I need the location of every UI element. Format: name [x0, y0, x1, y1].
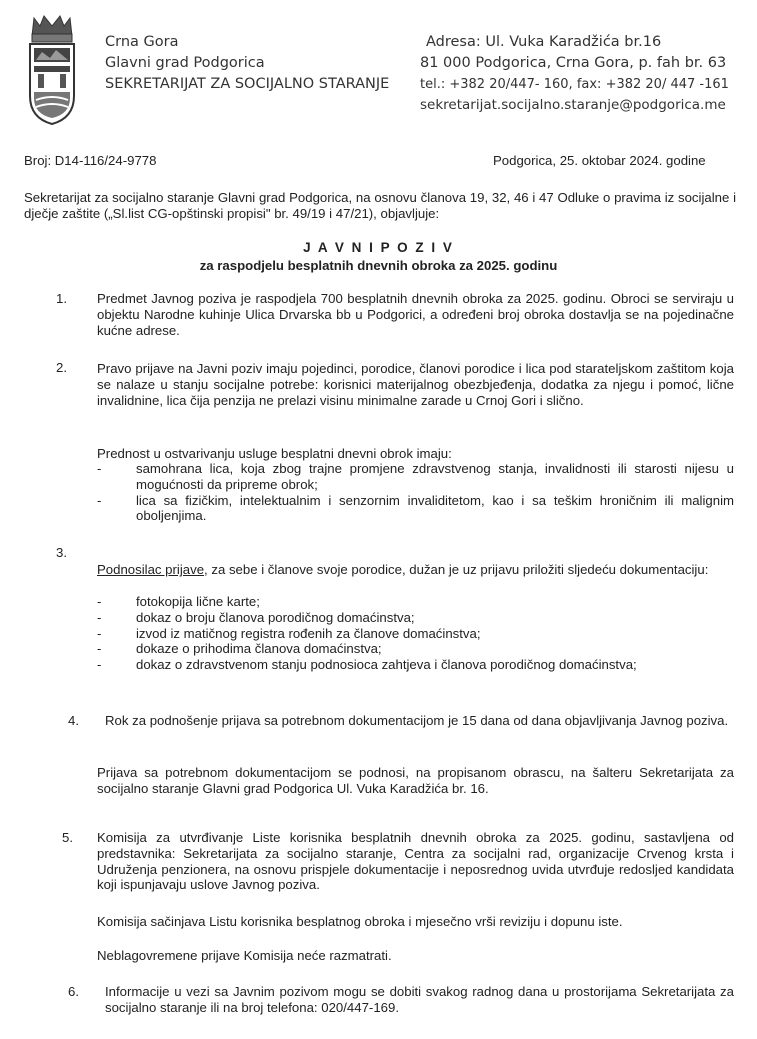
- reference-number: Broj: D14-116/24-9778: [24, 153, 157, 168]
- list-item: - dokaze o prihodima članova domaćinstva;: [97, 641, 382, 657]
- section-4-text: Rok za podnošenje prijava sa potrebnom dokumentacijom je 15 dana od dana objavljivanja Javnog poziva.: [105, 713, 729, 728]
- section-1-number: 1.: [56, 291, 67, 306]
- list-item: - dokaz o zdravstvenom stanju podnosioca zahtjeva i članova porodičnog domaćinstva;: [97, 657, 637, 673]
- header-email: sekretarijat.socijalno.staranje@podgorica.me: [420, 97, 726, 113]
- section-3-text: Podnosilac prijave, za sebe i članove svoje porodice, dužan je uz prijavu priložiti sljedeću dokumentaciju:: [97, 562, 709, 577]
- list-item: - lica sa fizičkim, intelektualnim i senzornim invaliditetom, kao i sa teškim hroničnim ili malignim oboljenjima.: [97, 492, 734, 524]
- place-date: Podgorica, 25. oktobar 2024. godine: [493, 153, 706, 168]
- header-postal: 81 000 Podgorica, Crna Gora, p. fah br. 63: [420, 55, 727, 71]
- section-4-number: 4.: [68, 713, 79, 728]
- section-4-text-2: Prijava sa potrebnom dokumentacijom se podnosi, na propisanom obrascu, na šalteru Sekretarijata za socijalno staranje Glavni grad Podgorica Ul. Vuka Karadžića br. 16.: [97, 765, 734, 796]
- section-3-number: 3.: [56, 545, 67, 560]
- document-subtitle: za raspodjelu besplatnih dnevnih obroka za 2025. godinu: [199, 258, 558, 273]
- header-department: SEKRETARIJAT ZA SOCIJALNO STARANJE: [105, 76, 390, 92]
- section-5-text: Komisija za utvrđivanje Liste korisnika besplatnih dnevnih obroka za 2025. godinu, sastavljena od predstavnika: Sekretarijata za socijalno staranje, Centra za socijalni rad, organizacije Crvenog krsta i Udruženja penzionera, na osnovu prispjele dokumentacije i neposrednog uvida utvrđuje redosljed kandidata koji ispunjavaju uslove Javnog poziva.: [97, 830, 734, 893]
- section-6-number: 6.: [68, 984, 79, 999]
- header-left: [105, 32, 389, 95]
- header-city: Glavni grad Podgorica: [105, 55, 265, 71]
- podgorica-coat-of-arms-logo: [28, 14, 76, 126]
- intro-paragraph: Sekretarijat za socijalno staranje Glavni grad Podgorica, na osnovu članova 19, 32, 46 i 47 Odluke o pravima iz socijalne i dječje zaštite („Sl.list CG-opštinski propisi" br. 49/19 i 47/21), objavljuje:: [24, 190, 736, 221]
- section-5-number: 5.: [62, 830, 73, 845]
- list-item: - samohrana lica, koja zbog trajne promjene zdravstvenog stanja, invalidnosti ili starosti nijesu u mogućnosti da pripreme obrok;: [97, 461, 734, 492]
- section-3-underlined-lead: Podnosilac prijave: [97, 562, 205, 577]
- section-5-text-3: Neblagovremene prijave Komisija neće razmatrati.: [97, 948, 392, 963]
- list-item: - dokaz o broju članova porodičnog domaćinstva;: [97, 609, 415, 625]
- list-item: - izvod iz matičnog registra rođenih za članove domaćinstva;: [97, 625, 481, 641]
- section-2-priority-list: [97, 461, 734, 524]
- section-1-text: Predmet Javnog poziva je raspodjela 700 besplatnih dnevnih obroka za 2025. godinu. Obroci se serviraju u objektu Narodne kuhinje Ulica Drvarska bb u Podgorici, a određeni broj obroka dostavlja se na pojedinačne kućne adrese.: [97, 291, 734, 338]
- header-right: [420, 32, 729, 116]
- header-address: Adresa: Ul. Vuka Karadžića br.16: [426, 34, 662, 50]
- section-2-text: Pravo prijave na Javni poziv imaju pojedinci, porodice, članovi porodice i lica pod starateljskom zaštitom koja se nalaze u stanju socijalne potrebe: korisnici materijalnog obezbjeđenja, dodatka za njegu i pomoć, lične invalidnine, lica čija penzija ne prelazi visinu minimalne zarade u Crnoj Gori i slično.: [97, 361, 734, 408]
- header-country: Crna Gora: [105, 34, 179, 50]
- section-5-text-2: Komisija sačinjava Listu korisnika besplatnog obroka i mjesečno vrši reviziju i dopunu iste.: [97, 914, 623, 929]
- document-title: J A V N I P O Z I V: [303, 240, 454, 255]
- section-6-text: Informacije u vezi sa Javnim pozivom mogu se dobiti svakog radnog dana u prostorijama Sekretarijata za socijalno staranje ili na broj telefona: 020/447-169.: [105, 984, 734, 1015]
- section-2-priority-intro: Prednost u ostvarivanju usluge besplatni dnevni obrok imaju:: [97, 446, 452, 461]
- header-phone: tel.: +382 20/447- 160, fax: +382 20/ 447 -161: [420, 77, 729, 92]
- list-item: - fotokopija lične karte;: [97, 594, 260, 609]
- section-2-number: 2.: [56, 360, 67, 375]
- section-3-document-list: [97, 594, 734, 673]
